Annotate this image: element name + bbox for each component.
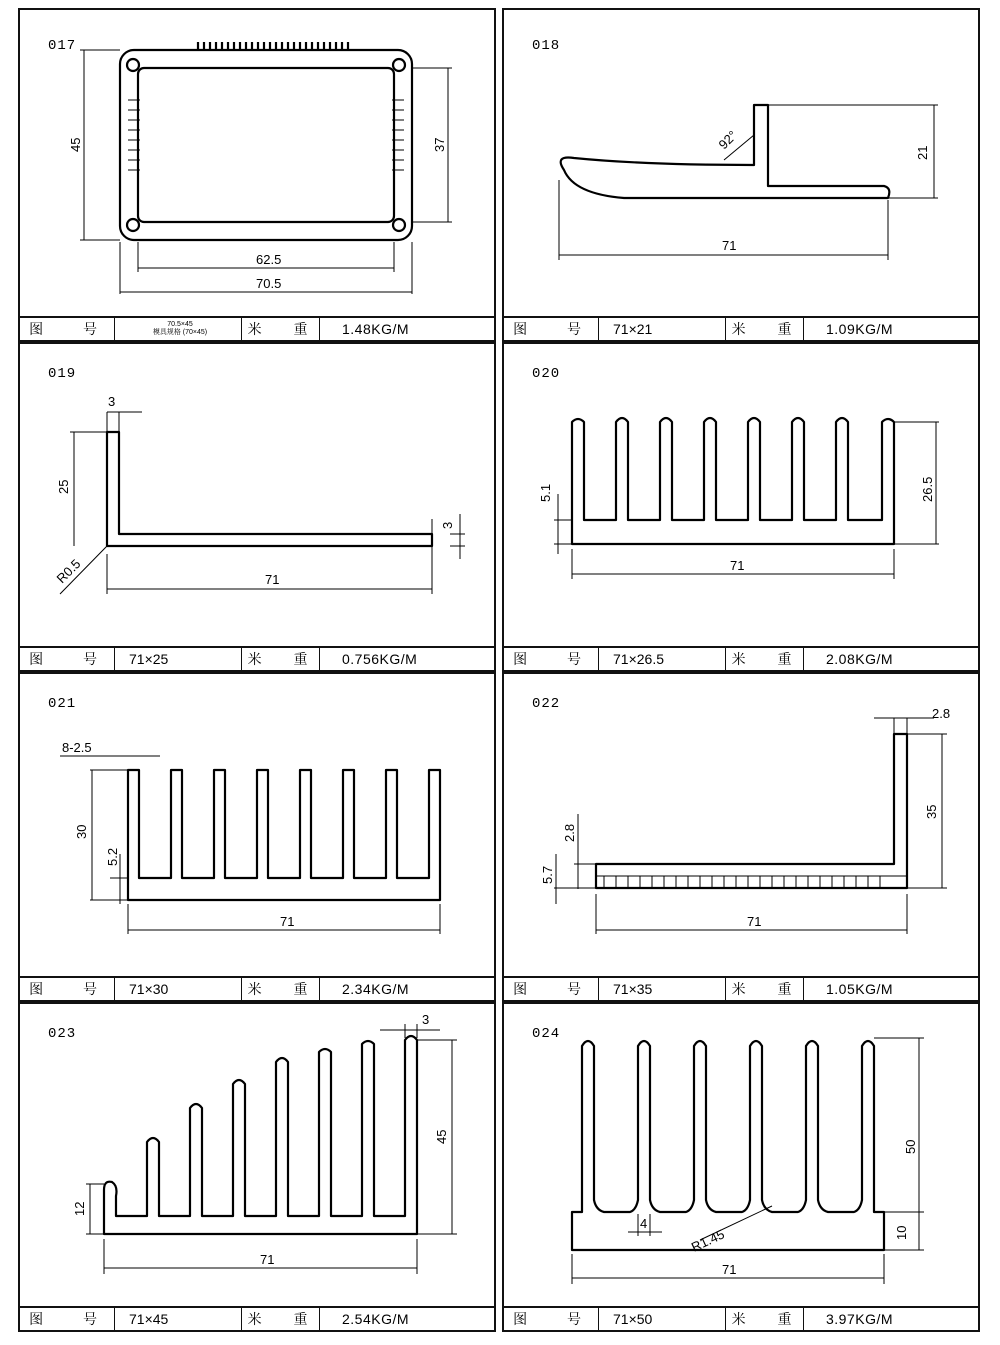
dim-base: 3 — [440, 521, 455, 529]
dim-width: 70.5 — [256, 276, 282, 291]
dim-height: 45 — [68, 137, 83, 152]
dim-radius: R1.45 — [688, 1226, 727, 1255]
profile-code: 023 — [48, 1026, 77, 1042]
profile-code: 020 — [532, 366, 561, 382]
drawing-no-label: 图 号 — [504, 978, 599, 1000]
dim-radius: R0.5 — [53, 556, 84, 587]
dim-angle: 92° — [715, 127, 741, 153]
dim-height: 50 — [903, 1139, 918, 1154]
profile-card-021 — [18, 672, 496, 1002]
dim-height: 21 — [915, 145, 930, 160]
info-row — [504, 316, 978, 340]
dim-inner-height: 37 — [432, 137, 447, 152]
profile-drawing-023 — [20, 1004, 498, 1310]
profile-card-023 — [18, 1002, 496, 1332]
dim-width: 71 — [260, 1252, 275, 1267]
profile-card-022 — [502, 672, 980, 1002]
weight-label: 米 重 — [242, 318, 320, 340]
dim-base: 5.1 — [538, 483, 553, 502]
info-row — [504, 646, 978, 670]
dim-height: 45 — [434, 1129, 449, 1144]
profile-card-024 — [502, 1002, 980, 1332]
model-value: 71×21 — [599, 318, 726, 340]
drawing-no-label: 图 号 — [20, 648, 115, 670]
dim-base: 10 — [894, 1225, 909, 1240]
dim-width: 71 — [722, 238, 737, 253]
dim-width: 71 — [730, 558, 745, 573]
profile-card-018 — [502, 8, 980, 342]
info-row — [20, 646, 494, 670]
info-row — [20, 316, 494, 340]
model-value: 70.5×45 模具规格 (70×45) — [115, 318, 242, 340]
dim-low: 12 — [72, 1201, 87, 1216]
weight-label: 米 重 — [242, 978, 320, 1000]
profile-drawing-017 — [20, 10, 498, 320]
info-row — [504, 1306, 978, 1330]
weight-value: 2.54KG/M — [342, 1311, 410, 1327]
weight-label: 米 重 — [726, 318, 804, 340]
weight-label: 米 重 — [242, 648, 320, 670]
dim-width: 71 — [747, 914, 762, 929]
profile-drawing-021 — [20, 674, 498, 980]
profile-card-020 — [502, 342, 980, 672]
dim-height: 30 — [74, 824, 89, 839]
profile-drawing-019 — [20, 344, 498, 650]
info-row — [20, 1306, 494, 1330]
profile-drawing-024 — [504, 1004, 982, 1310]
model-value: 71×35 — [599, 978, 726, 1000]
weight-value: 1.09KG/M — [826, 321, 894, 337]
model-value: 71×30 — [115, 978, 242, 1000]
drawing-no-label: 图 号 — [504, 318, 599, 340]
weight-label: 米 重 — [726, 1308, 804, 1330]
profile-code: 018 — [532, 38, 561, 54]
profile-card-019 — [18, 342, 496, 672]
profile-code: 024 — [532, 1026, 561, 1042]
dim-tooth: 2.8 — [562, 823, 577, 842]
weight-value: 2.08KG/M — [826, 651, 894, 667]
weight-value: 1.48KG/M — [342, 321, 410, 337]
drawing-no-label: 图 号 — [20, 978, 115, 1000]
profile-card-017 — [18, 8, 496, 342]
weight-label: 米 重 — [726, 648, 804, 670]
dim-height: 35 — [924, 804, 939, 819]
profile-code: 019 — [48, 366, 77, 382]
dim-wall: 3 — [422, 1012, 430, 1027]
dim-base: 5.7 — [540, 865, 555, 884]
model-value: 71×25 — [115, 648, 242, 670]
weight-label: 米 重 — [726, 978, 804, 1000]
profile-drawing-020 — [504, 344, 982, 650]
profile-drawing-018 — [504, 10, 982, 320]
drawing-no-label: 图 号 — [504, 1308, 599, 1330]
model-value: 71×26.5 — [599, 648, 726, 670]
profile-code: 021 — [48, 696, 77, 712]
drawing-no-label: 图 号 — [20, 318, 115, 340]
dim-gap: 4 — [640, 1216, 648, 1231]
weight-label: 米 重 — [242, 1308, 320, 1330]
dim-inner-width: 62.5 — [256, 252, 282, 267]
dim-width: 71 — [722, 1262, 737, 1277]
model-value: 71×45 — [115, 1308, 242, 1330]
dim-height: 25 — [56, 479, 71, 494]
weight-value: 0.756KG/M — [342, 651, 418, 667]
weight-value: 1.05KG/M — [826, 981, 894, 997]
dim-wall: 3 — [108, 394, 116, 409]
dim-base: 5.2 — [105, 847, 120, 866]
weight-value: 3.97KG/M — [826, 1311, 894, 1327]
dim-height: 26.5 — [920, 476, 935, 502]
dim-width: 71 — [265, 572, 280, 587]
profile-code: 017 — [48, 38, 77, 54]
model-value: 71×50 — [599, 1308, 726, 1330]
drawing-no-label: 图 号 — [20, 1308, 115, 1330]
weight-value: 2.34KG/M — [342, 981, 410, 997]
info-row — [20, 976, 494, 1000]
profile-code: 022 — [532, 696, 561, 712]
profile-drawing-022 — [504, 674, 982, 980]
dim-wall: 2.8 — [932, 706, 951, 721]
info-row — [504, 976, 978, 1000]
drawing-no-label: 图 号 — [504, 648, 599, 670]
dim-fins: 8-2.5 — [62, 740, 92, 755]
dim-width: 71 — [280, 914, 295, 929]
